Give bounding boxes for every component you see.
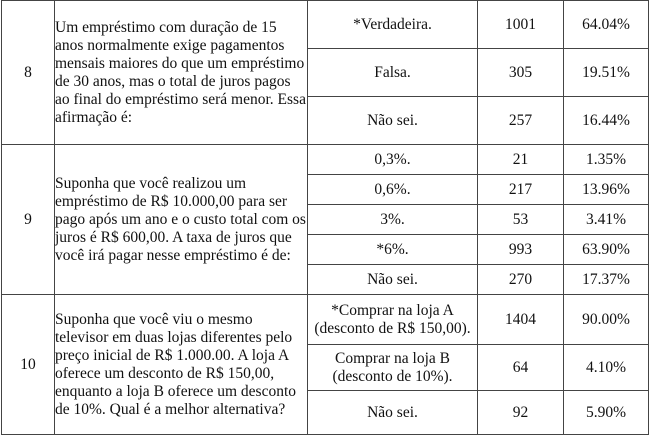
answer-option: Não sei. <box>308 265 478 295</box>
question-text <box>55 1 308 145</box>
answer-count: 92 <box>478 391 564 435</box>
answer-count: 305 <box>478 49 564 97</box>
question-number: 9 <box>2 145 55 295</box>
answer-count: 21 <box>478 145 564 175</box>
answer-option: Não sei. <box>308 97 478 145</box>
answer-option: 3%. <box>308 205 478 235</box>
answer-count: 270 <box>478 265 564 295</box>
answer-percent: 63.90% <box>564 235 649 265</box>
answer-percent: 1.35% <box>564 145 649 175</box>
answer-count: 1001 <box>478 1 564 49</box>
answer-option: *Verdadeira. <box>308 1 478 49</box>
answer-option: Não sei. <box>308 391 478 435</box>
answer-option: *Comprar na loja A (desconto de R$ 150,00). <box>308 295 478 345</box>
question-text-content: Suponha que você realizou um empréstimo de R$ 10.000,00 para ser pago após um ano e o custo total com os juros é R$ 600,00. A taxa de juros que você irá pagar nesse empréstimo é de: <box>55 174 306 264</box>
answer-option: 0,6%. <box>308 175 478 205</box>
answer-count: 1404 <box>478 295 564 345</box>
answer-count: 53 <box>478 205 564 235</box>
question-number: 10 <box>2 295 55 435</box>
answer-count: 64 <box>478 345 564 391</box>
answer-percent: 90.00% <box>564 295 649 345</box>
answer-percent: 16.44% <box>564 97 649 145</box>
question-number: 8 <box>2 1 55 145</box>
answer-option: Comprar na loja B (desconto de 10%). <box>308 345 478 391</box>
table-row <box>2 295 649 345</box>
answer-percent: 4.10% <box>564 345 649 391</box>
answer-percent: 5.90% <box>564 391 649 435</box>
answer-percent: 3.41% <box>564 205 649 235</box>
answer-percent: 19.51% <box>564 49 649 97</box>
answer-option: *6%. <box>308 235 478 265</box>
answer-option: Falsa. <box>308 49 478 97</box>
question-text-content: Suponha que você viu o mesmo televisor em duas lojas diferentes pelo preço inicial de R$ 1.000.00. A loja A oferece um desconto de R$ 150,00, enquanto a loja B oferece um desconto de 10%. Qual é a melhor alternativa? <box>55 310 297 418</box>
question-text <box>55 145 308 295</box>
question-text <box>55 295 308 435</box>
answer-percent: 13.96% <box>564 175 649 205</box>
table-row <box>2 145 649 175</box>
answer-count: 993 <box>478 235 564 265</box>
question-text-content: Um empréstimo com duração de 15 anos normalmente exige pagamentos mensais maiores do que um empréstimo de 30 anos, mas o total de juros pagos ao final do empréstimo será menor. Essa afirmação é: <box>55 18 306 126</box>
answer-count: 217 <box>478 175 564 205</box>
survey-results-table <box>1 0 649 435</box>
answer-option: 0,3%. <box>308 145 478 175</box>
answer-percent: 64.04% <box>564 1 649 49</box>
answer-percent: 17.37% <box>564 265 649 295</box>
table-row <box>2 1 649 49</box>
answer-count: 257 <box>478 97 564 145</box>
